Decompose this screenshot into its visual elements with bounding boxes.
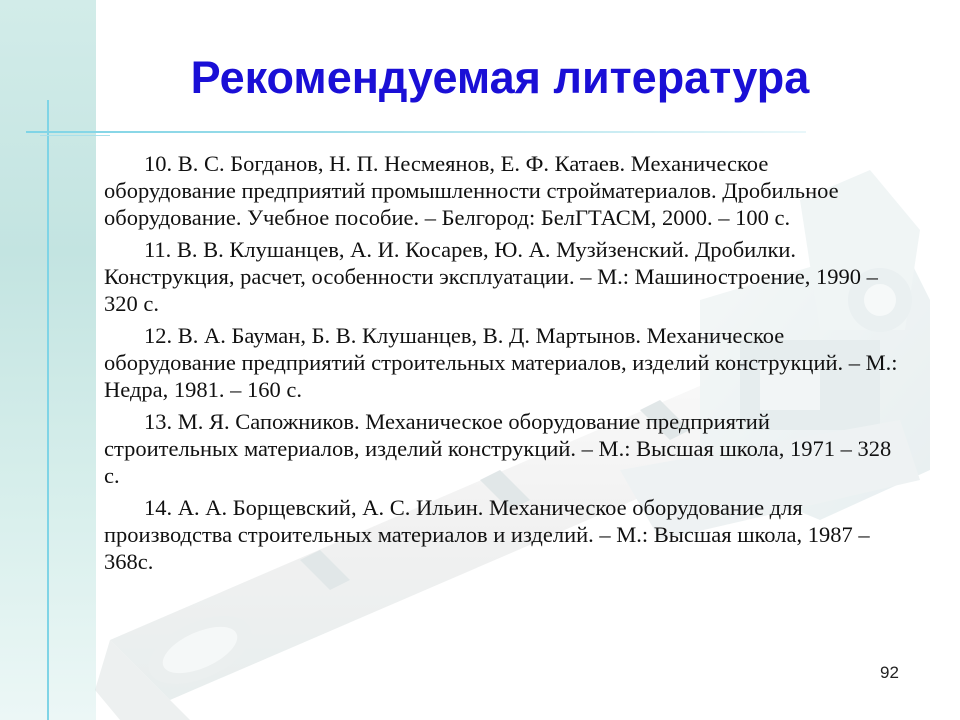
decor-vertical-line — [47, 100, 49, 720]
slide-title: Рекомендуемая литература — [190, 52, 810, 103]
page-number: 92 — [880, 663, 899, 682]
reference-item: 12. В. А. Бауман, Б. В. Клушанцев, В. Д. Мартынов. Механическое оборудование предприятий строительных материалов, изделий конструкций. – М.: Недра, 1981. – 160 с. — [104, 323, 898, 402]
reference-item: 10. В. С. Богданов, Н. П. Несмеянов, Е. Ф. Катаев. Механическое оборудование предприятий промышленности стройматериалов. Дробильное оборудование. Учебное пособие. – Белгород: БелГТАСМ, 2000. – 100 с. — [104, 151, 839, 230]
decor-horizontal-line — [26, 131, 806, 133]
reference-item: 11. В. В. Клушанцев, А. И. Косарев, Ю. А. Музйзенский. Дробилки. Конструкция, расчет, особенности эксплуатации. – М.: Машиностроение, 1990 – 320 с. — [104, 237, 878, 316]
references-list — [104, 150, 904, 580]
reference-item: 13. М. Я. Сапожников. Механическое оборудование предприятий строительных материалов, изделий конструкций. – М.: Высшая школа, 1971 – 328 с. — [104, 409, 892, 488]
decor-horizontal-line-short — [40, 135, 110, 136]
reference-item: 14. А. А. Борщевский, А. С. Ильин. Механическое оборудование для производства строительных материалов и изделий. – М.: Высшая школа, 1987 – 368с. — [104, 495, 870, 574]
